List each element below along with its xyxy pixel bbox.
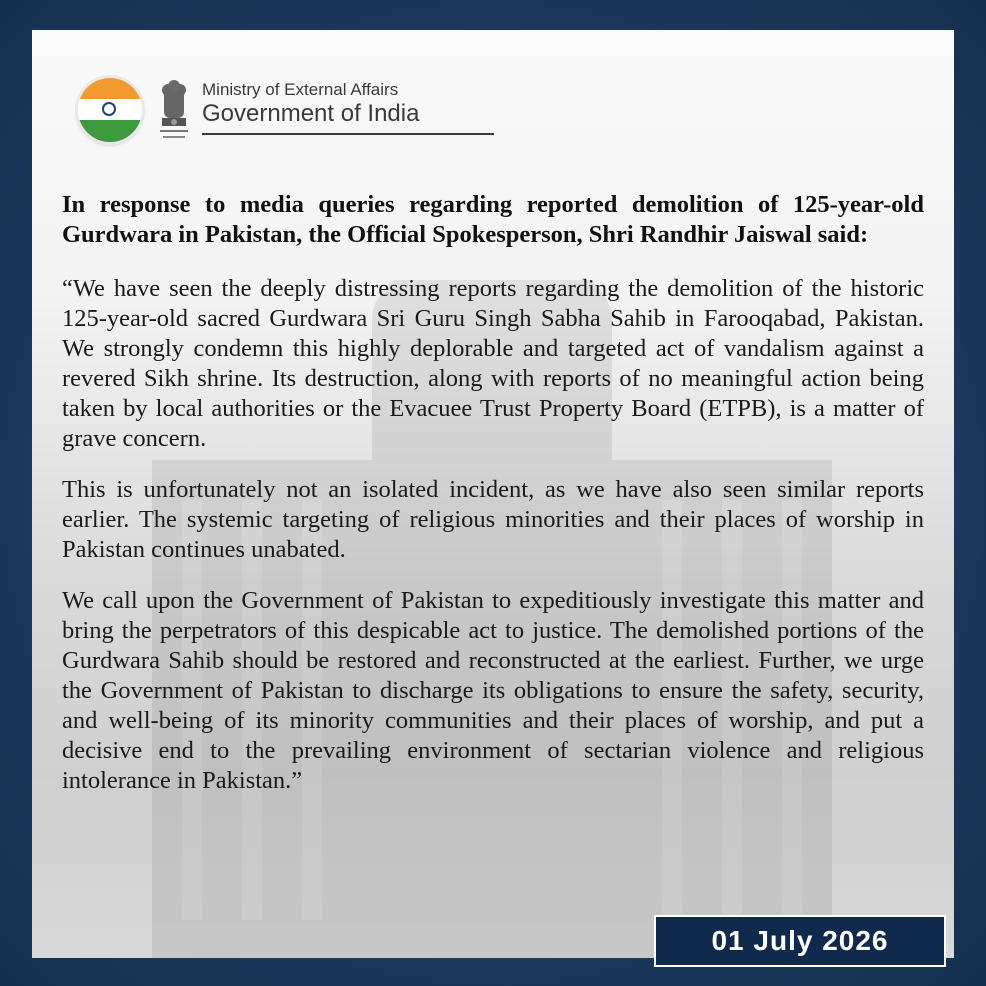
government-name: Government of India <box>202 100 420 127</box>
statement-paragraph-1: “We have seen the deeply distressing reports regarding the demolition of the historic 125-year-old sacred Gurdwara Sri Guru Singh Sabha Sahib in Farooqabad, Pakistan. We strongly condemn this highly deplorable and targeted act of vandalism against a revered Sikh shrine. Its destruction, along with reports of no meaningful action being taken by local authorities or the Evacuee Trust Property Board (ETPB), is a matter of grave concern. <box>62 275 924 452</box>
indian-flag-icon <box>78 78 142 142</box>
ministry-name: Ministry of External Affairs <box>202 80 399 99</box>
ashoka-chakra-icon <box>102 102 116 116</box>
statement-paragraph-3: We call upon the Government of Pakistan to expeditiously investigate this matter and bring the perpetrators of this despicable act to justice. The demolished portions of the Gurdwara Sahib should be restored and reconstructed at the earliest. Further, we urge the Government of Pakistan to discharge its obligations to ensure the safety, security, and well-being of its minority communities and their places of worship, and put a decisive end to the prevailing environment of sectarian violence and religious intolerance in Pakistan.” <box>62 587 924 794</box>
statement-intro: In response to media queries regarding reported demolition of 125-year-old Gurdwara in Pakistan, the Official Spokesperson, Shri Randhir Jaiswal said: <box>62 191 924 248</box>
statement-card <box>32 30 954 958</box>
ministry-header <box>78 78 498 150</box>
header-underline <box>202 133 494 135</box>
statement-paragraph-2: This is unfortunately not an isolated incident, as we have also seen similar reports earlier. The systemic targeting of religious minorities and their places of worship in Pakistan continues unabated. <box>62 476 924 563</box>
date-badge: 01 July 2026 <box>654 915 946 967</box>
statement-body <box>62 190 924 817</box>
national-emblem-icon <box>154 78 194 148</box>
